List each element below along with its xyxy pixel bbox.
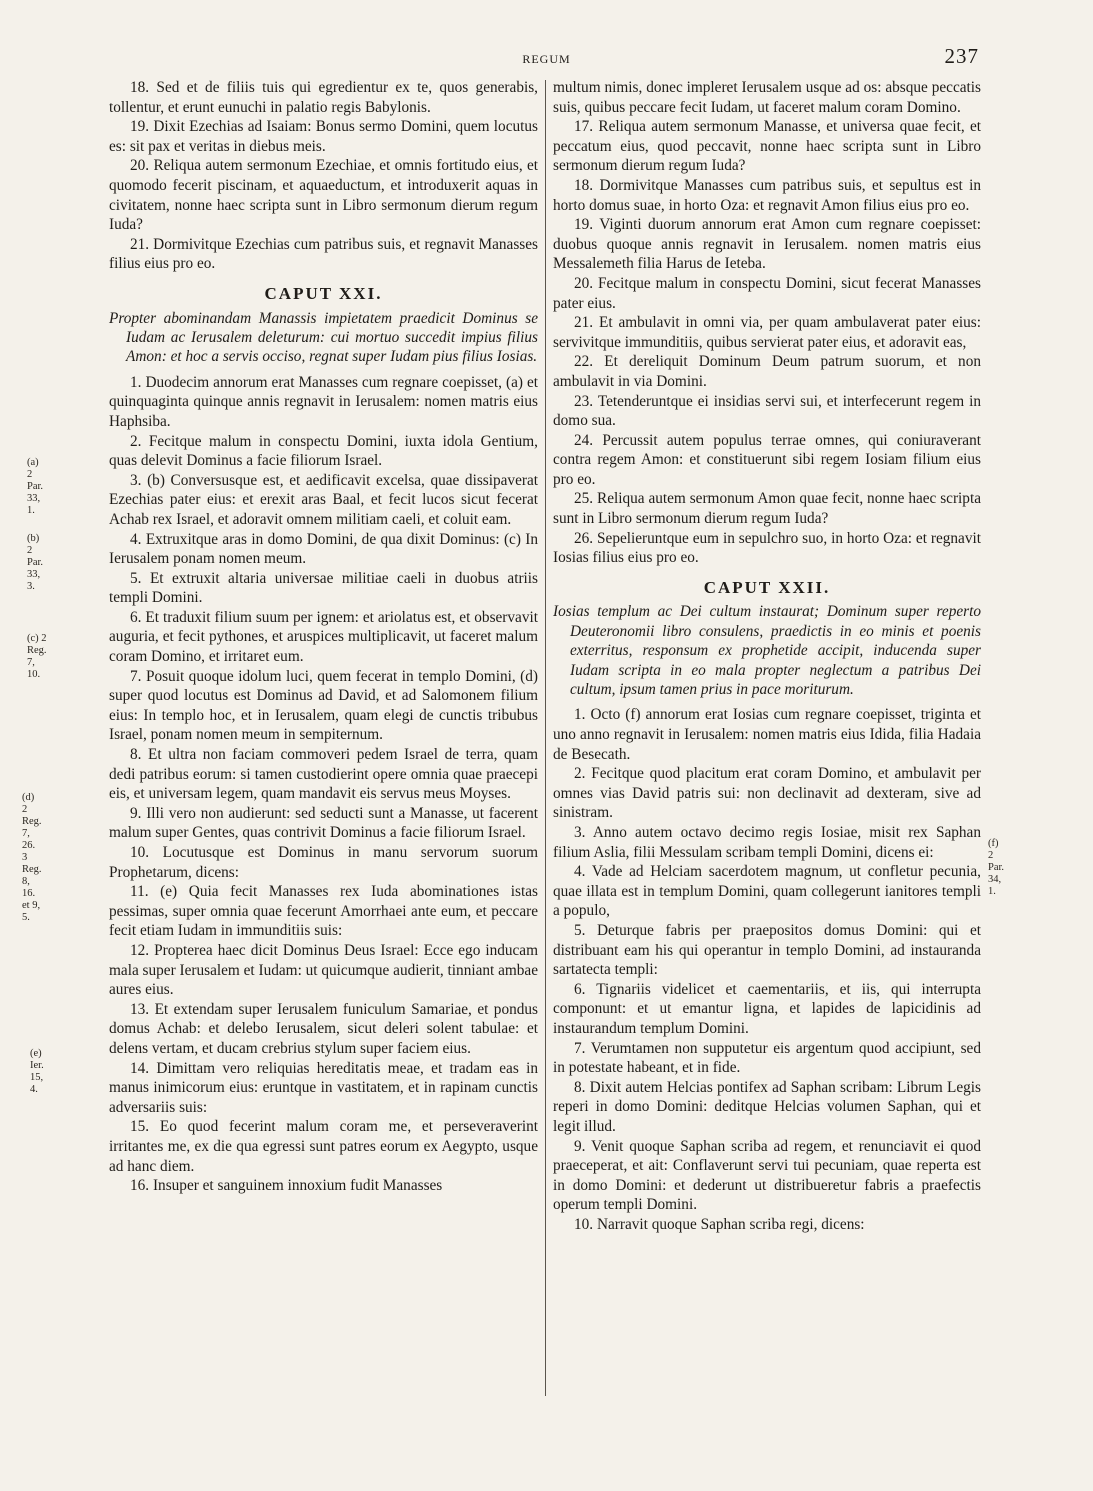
verse: 20. Reliqua autem sermonum Ezechiae, et omnis fortitudo eius, et quomodo fecerit piscinam, et aquaeductum, et introduxerit aquas in civitatem, nonne haec scripta sunt in Libro sermonum dierum regum Iuda? [109, 157, 538, 234]
verse: 7. Verumtamen non supputetur eis argentum quod accipiunt, sed in potestate habeant, et in fide. [553, 1039, 981, 1077]
margin-note: (e) Ier. 15, 4. [30, 1048, 44, 1095]
chapter-heading: CAPUT XXII. [703, 577, 831, 597]
verse: 4. Vade ad Helciam sacerdotem magnum, ut confletur pecunia, quae illata est in templum Domini, quam collegerunt ianitores templi a populo, [553, 863, 981, 920]
verse: 8. Et ultra non faciam commoveri pedem Israel de terra, quam dedi patribus eorum: si tamen custodierint opere omnia quae praecepi eis, et universam legem, quam mandavit eis servus meus Moyses. [109, 746, 538, 803]
verse: 21. Dormivitque Ezechias cum patribus suis, et regnavit Manasses filius eius pro eo. [109, 235, 538, 273]
verse: 18. Dormivitque Manasses cum patribus suis, et sepultus est in horto domus suae, in horto Oza: et regnavit Amon filius eius pro eo. [553, 176, 981, 214]
verse: 3. (b) Conversusque est, et aedificavit excelsa, quae dissipaverat Ezechias pater eius: et erexit aras Baal, et fecit lucos sicut fecerat Achab rex Israel, et adoravit omnem militiam caeli, et coluit eam. [109, 471, 538, 528]
margin-note: (a) 2 Par. 33, 1. [27, 457, 44, 516]
verse: 18. Sed et de filiis tuis qui egredientur ex te, quos generabis, tollentur, et erunt eunuchi in palatio regis Babylonis. [109, 79, 538, 116]
verse: 6. Et traduxit filium suum per ignem: et ariolatus est, et observavit auguria, et fecit pythones, et aruspices multiplicavit, ut faceret malum coram Domino, et irritaret eum. [109, 608, 538, 666]
verse: 15. Eo quod fecerint malum coram me, et perseveraverint irritantes me, ex die qua egressi sunt patres eorum ex Aegypto, usque ad hanc diem. [109, 1118, 538, 1175]
verse: 17. Reliqua autem sermonum Manasse, et universa quae fecit, et peccatum eius, quod peccavit, nonne haec scripta sunt in Libro sermonum dierum regum Iuda? [553, 118, 981, 175]
right-column [553, 78, 981, 1235]
verse: 12. Propterea haec dicit Dominus Deus Israel: Ecce ego inducam mala super Ierusalem et Iudam: ut quicumque audierit, tinniant ambae aures eius. [109, 941, 539, 999]
verse: 3. Anno autem octavo decimo regis Iosiae, misit rex Saphan filium Aslia, filii Messulam scribam templi Domini, dicens ei: [553, 824, 981, 861]
verse: 20. Fecitque malum in conspectu Domini, sicut fecerat Manasses pater eius. [553, 274, 981, 312]
verse: 13. Et extendam super Ierusalem funiculum Samariae, et pondus domus Achab: et delebo Ierusalem, sicut deleri solent tabulae: et delens vertam, et ducam crebrius stylum super faciem eius. [109, 1000, 538, 1057]
chapter-summary: Propter abominandam Manassis impietatem praedicit Dominus se Iudam ac Ierusalem deleturum: cui mortuo succedit impius filius Amon: et hoc a servis occiso, regnat super Iudam pius filius Iosias. [109, 309, 538, 366]
verse: 7. Posuit quoque idolum luci, quem fecerat in templo Domini, (d) super quod locutus est Dominus ad David, et ad Salomonem filium eius: In templo hoc, et in Ierusalem, quam elegi de cunctis tribubus Israel, ponam nomen meum in sempiternum. [109, 667, 538, 744]
verse: multum nimis, donec impleret Ierusalem usque ad os: absque peccatis suis, quibus peccare fecit Iudam, ut faceret malum coram Domino. [553, 79, 981, 116]
verse: 1. Duodecim annorum erat Manasses cum regnare coepisset, (a) et quinquaginta quinque annis regnavit in Ierusalem: nomen matris eius Haphsiba. [109, 373, 538, 430]
verse: 4. Extruxitque aras in domo Domini, de qua dixit Dominus: (c) In Ierusalem ponam nomen meum. [109, 530, 538, 568]
verse: 2. Fecitque quod placitum erat coram Domino, et ambulavit per omnes vias David patris sui: non declinavit ad dexteram, sive ad sinistram. [553, 765, 981, 822]
verse: 1. Octo (f) annorum erat Iosias cum regnare coepisset, triginta et uno anno regnavit in Ierusalem: nomen matris eius Idida, filia Hadaia de Besecath. [553, 706, 981, 763]
chapter-heading: CAPUT XXI. [264, 283, 383, 303]
margin-note: (b) 2 Par. 33, 3. [27, 533, 44, 592]
page-number: 237 [944, 44, 979, 68]
running-title: REGUM [522, 52, 571, 66]
verse: 9. Illi vero non audierunt: sed seducti sunt a Manasse, ut facerent malum super Gentes, quas contrivit Dominus a facie filiorum Israel. [109, 804, 538, 842]
verse: 10. Narravit quoque Saphan scriba regi, dicens: [574, 1215, 865, 1233]
margin-note: (c) 2 Reg. 7, 10. [27, 633, 47, 680]
verse: 22. Et dereliquit Dominum Deum patrum suorum, et non ambulavit in via Domini. [553, 353, 981, 390]
margin-note: (f) 2 Par. 34, 1. [988, 838, 1005, 897]
verse: 8. Dixit autem Helcias pontifex ad Saphan scribam: Librum Legis reperi in domo Domini: deditque Helcias volumen Saphan, qui et legit illud. [553, 1078, 981, 1135]
verse: 2. Fecitque malum in conspectu Domini, iuxta idola Gentium, quas delevit Dominus a facie filiorum Israel. [109, 432, 538, 470]
verse: 19. Viginti duorum annorum erat Amon cum regnare coepisset: duobus quoque annis regnavit in Ierusalem. nomen matris eius Messalemeth filia Harus de Ieteba. [553, 216, 981, 273]
verse: 16. Insuper et sanguinem innoxium fudit Manasses [130, 1177, 443, 1195]
verse: 21. Et ambulavit in omni via, per quam ambulaverat pater eius: servivitque immunditiis, quibus servierat pater eius, et adoravit eas, [553, 314, 981, 351]
verse: 10. Locutusque est Dominus in manu servorum suorum Prophetarum, dicens: [109, 844, 538, 881]
verse: 14. Dimittam vero reliquias hereditatis meae, et tradam eas in manus inimicorum eius: eruntque in vastitatem, et in rapinam cunctis adversariis suis: [109, 1059, 538, 1116]
margin-note: (d) 2 Reg. 7, 26. 3 Reg. 8, 16. et 9, 5. [22, 792, 42, 923]
left-column [109, 78, 538, 1196]
chapter-summary: Iosias templum ac Dei cultum instaurat; Dominum super reperto Deuteronomii libro consulens, praedictis in eo minis et poenis exterritus, responsum ex prophetide accipit, inducenda super Iudam scripta in eo mala propter neglectum a patribus Dei cultum, ipsum tamen prius in pace moriturum. [553, 603, 981, 699]
column-divider [545, 80, 546, 1396]
verse: 6. Tignariis videlicet et caementariis, et iis, qui interrupta componunt: et ut emantur ligna, et lapides de lapicidinis ad instaurandum templum Domini. [553, 980, 981, 1037]
verse: 19. Dixit Ezechias ad Isaiam: Bonus sermo Domini, quem locutus es: sit pax et veritas in diebus meis. [109, 118, 538, 155]
verse: 23. Tetenderuntque ei insidias servi sui, et interfecerunt regem in domo sua. [553, 392, 981, 430]
verse: 11. (e) Quia fecit Manasses rex Iuda abominationes istas pessimas, super omnia quae fecerunt Amorrhaei ante eum, et peccare fecit etiam Iudam in immunditiis suis: [109, 883, 538, 940]
running-head [0, 44, 1093, 69]
verse: 9. Venit quoque Saphan scriba ad regem, et renunciavit ei quod praeceperat, et ait: Conflaverunt servi tui pecuniam, quae reperta est in domo Domini: et dederunt ut distribueretur fabris a praefectis operum templi Domini. [553, 1137, 981, 1214]
verse: 26. Sepelieruntque eum in sepulchro suo, in horto Oza: et regnavit Iosias filius eius pro eo. [553, 529, 981, 567]
verse: 5. Et extruxit altaria universae militiae caeli in duobus atriis templi Domini. [109, 569, 538, 607]
verse: 25. Reliqua autem sermonum Amon quae fecit, nonne haec scripta sunt in Libro sermonum dierum regum Iuda? [553, 490, 981, 528]
verse: 5. Deturque fabris per praepositos domus Domini: qui et distribuant eam his qui operantur in templo Domini, ad instauranda sartatecta templi: [553, 922, 981, 979]
verse: 24. Percussit autem populus terrae omnes, qui coniuraverant contra regem Amon: et constituerunt sibi regem Iosiam filium eius pro eo. [553, 431, 981, 488]
